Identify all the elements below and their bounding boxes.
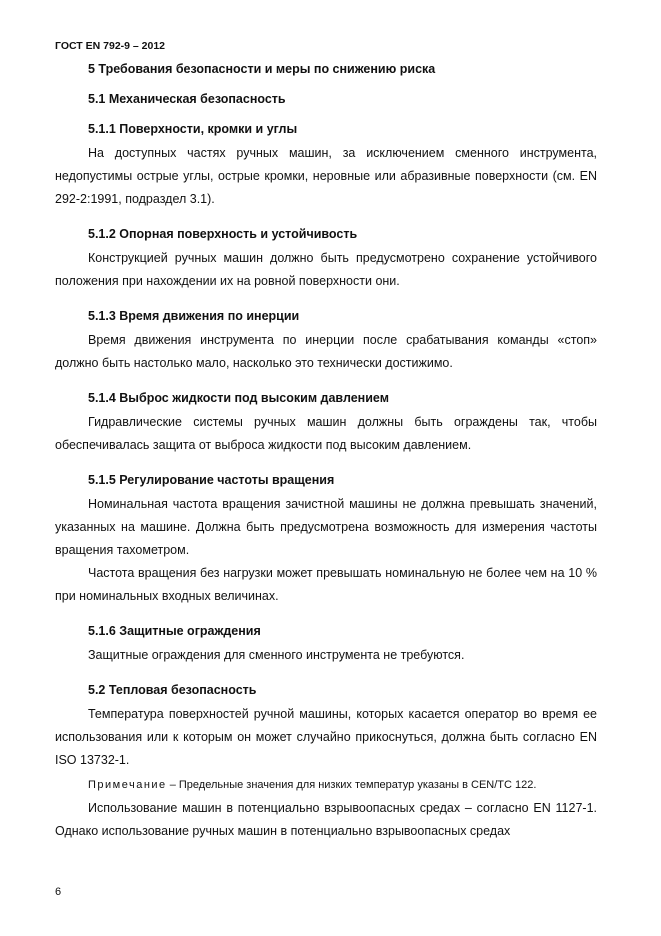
section-5-1-4-paragraph: Гидравлические системы ручных машин должны быть ограждены так, чтобы обеспечивалась защита от выброса жидкости под высоким давлением. bbox=[55, 415, 597, 452]
section-5-1-5-paragraph-2: Частота вращения без нагрузки может превышать номинальную не более чем на 10 % при номинальных входных величинах. bbox=[55, 566, 597, 603]
section-5-2-heading: 5.2 Тепловая безопасность bbox=[88, 683, 257, 697]
section-5-1-2-heading: 5.1.2 Опорная поверхность и устойчивость bbox=[88, 227, 358, 241]
section-5-1-6-heading: 5.1.6 Защитные ограждения bbox=[88, 624, 261, 638]
section-5-1-2-paragraph: Конструкцией ручных машин должно быть предусмотрено сохранение устойчивого положения при нахождении их на ровной поверхности они. bbox=[55, 251, 597, 288]
page-number: 6 bbox=[55, 886, 62, 898]
section-5-2-paragraph-2: Использование машин в потенциально взрывоопасных средах – согласно EN 1127-1. Однако использование ручных машин в потенциально взрывоопасных средах bbox=[55, 801, 597, 838]
note bbox=[55, 774, 597, 797]
section-5-1-3-heading: 5.1.3 Время движения по инерции bbox=[88, 309, 300, 323]
section-5-1-6-paragraph: Защитные ограждения для сменного инструмента не требуются. bbox=[88, 648, 465, 662]
section-5-2-paragraph-1: Температура поверхностей ручной машины, которых касается оператор во время ее использования или к которым он может случайно прикоснуться, должна быть согласно EN ISO 13732-1. bbox=[55, 707, 597, 767]
document-code: ГОСТ EN 792-9 – 2012 bbox=[55, 40, 166, 52]
section-5-heading: 5 Требования безопасности и меры по снижению риска bbox=[88, 62, 436, 76]
page-content bbox=[55, 58, 597, 843]
section-5-1-5-paragraph-1: Номинальная частота вращения зачистной машины не должна превышать значений, указанных на машине. Должна быть предусмотрена возможность для измерения частоты вращения тахометром. bbox=[55, 497, 597, 557]
section-5-1-5-heading: 5.1.5 Регулирование частоты вращения bbox=[88, 473, 335, 487]
section-5-1-heading: 5.1 Механическая безопасность bbox=[88, 92, 286, 106]
note-text: – Предельные значения для низких температур указаны в CEN/TC 122. bbox=[166, 779, 537, 791]
note-label: Примечание bbox=[88, 779, 167, 791]
section-5-1-1-heading: 5.1.1 Поверхности, кромки и углы bbox=[88, 122, 298, 136]
section-5-1-4-heading: 5.1.4 Выброс жидкости под высоким давлением bbox=[88, 391, 389, 405]
section-5-1-1-paragraph: На доступных частях ручных машин, за исключением сменного инструмента, недопустимы острые углы, острые кромки, неровные или абразивные поверхности (см. EN 292-2:1991, подраздел 3.1). bbox=[55, 146, 597, 206]
section-5-1-3-paragraph: Время движения инструмента по инерции после срабатывания команды «стоп» должно быть настолько мало, насколько это технически достижимо. bbox=[55, 333, 597, 370]
